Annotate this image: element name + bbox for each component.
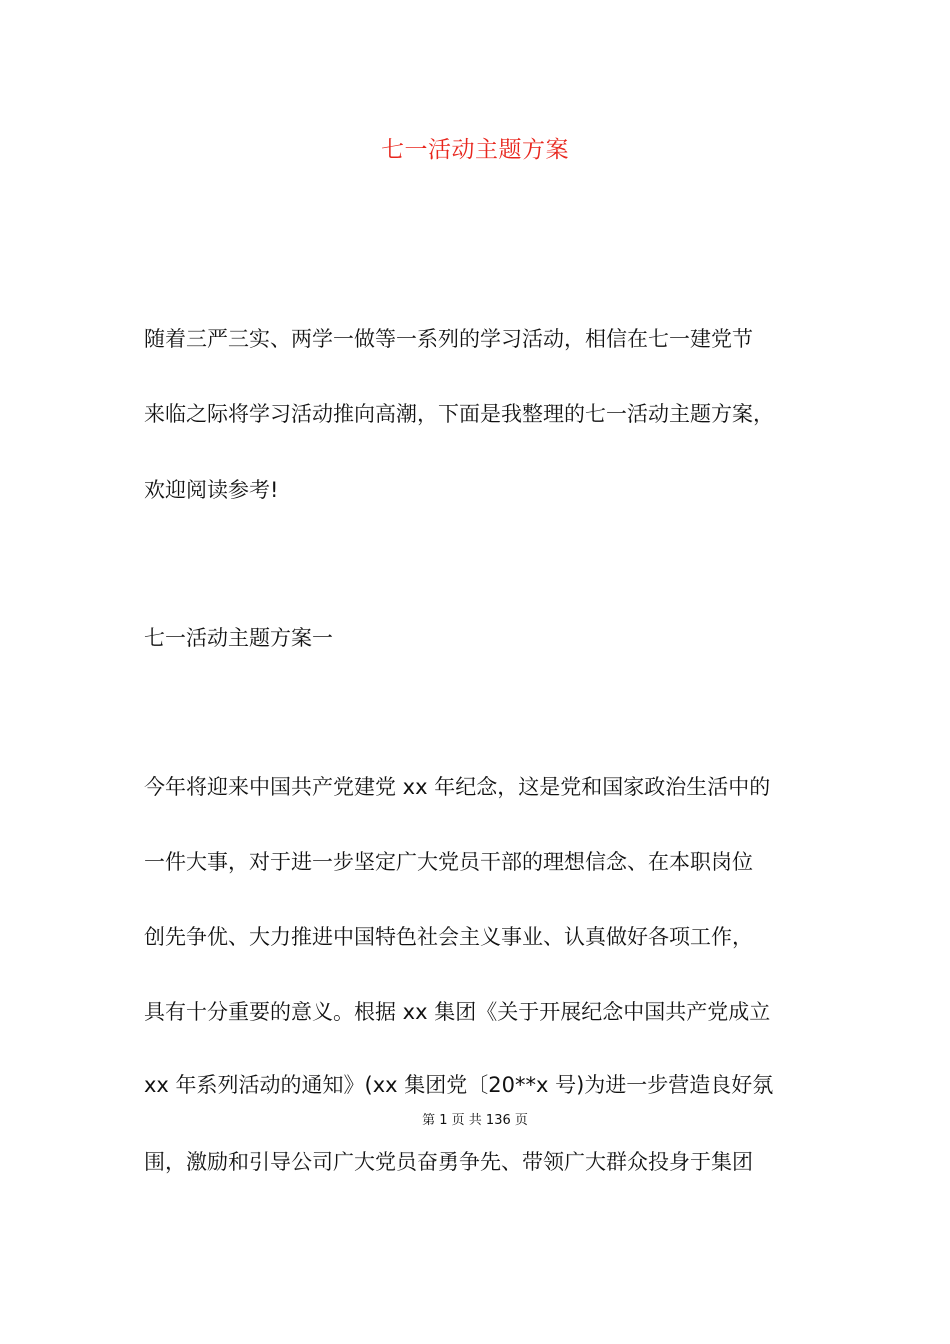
intro-line-1: 随着三严三实、两学一做等一系列的学习活动，相信在七一建党节 (144, 327, 753, 351)
document-title: 七一活动主题方案 (381, 137, 569, 163)
body-line-2: 一件大事，对于进一步坚定广大党员干部的理想信念、在本职岗位 (144, 850, 753, 874)
intro-line-3: 欢迎阅读参考! (144, 478, 279, 502)
body-line-6: 围，激励和引导公司广大党员奋勇争先、带领广大群众投身于集团 (144, 1150, 753, 1174)
body-line-1: 今年将迎来中国共产党建党 xx 年纪念，这是党和国家政治生活中的 (144, 775, 771, 799)
body-line-5: xx 年系列活动的通知》(xx 集团党〔20**x 号)为进一步营造良好氛 (144, 1073, 774, 1097)
page-footer: 第 1 页 共 136 页 (422, 1113, 528, 1128)
body-line-4: 具有十分重要的意义。根据 xx 集团《关于开展纪念中国共产党成立 (144, 1000, 771, 1024)
section-heading: 七一活动主题方案一 (144, 626, 333, 650)
body-line-3: 创先争优、大力推进中国特色社会主义事业、认真做好各项工作， (144, 925, 753, 949)
intro-line-2: 来临之际将学习活动推向高潮，下面是我整理的七一活动主题方案， (144, 402, 774, 426)
